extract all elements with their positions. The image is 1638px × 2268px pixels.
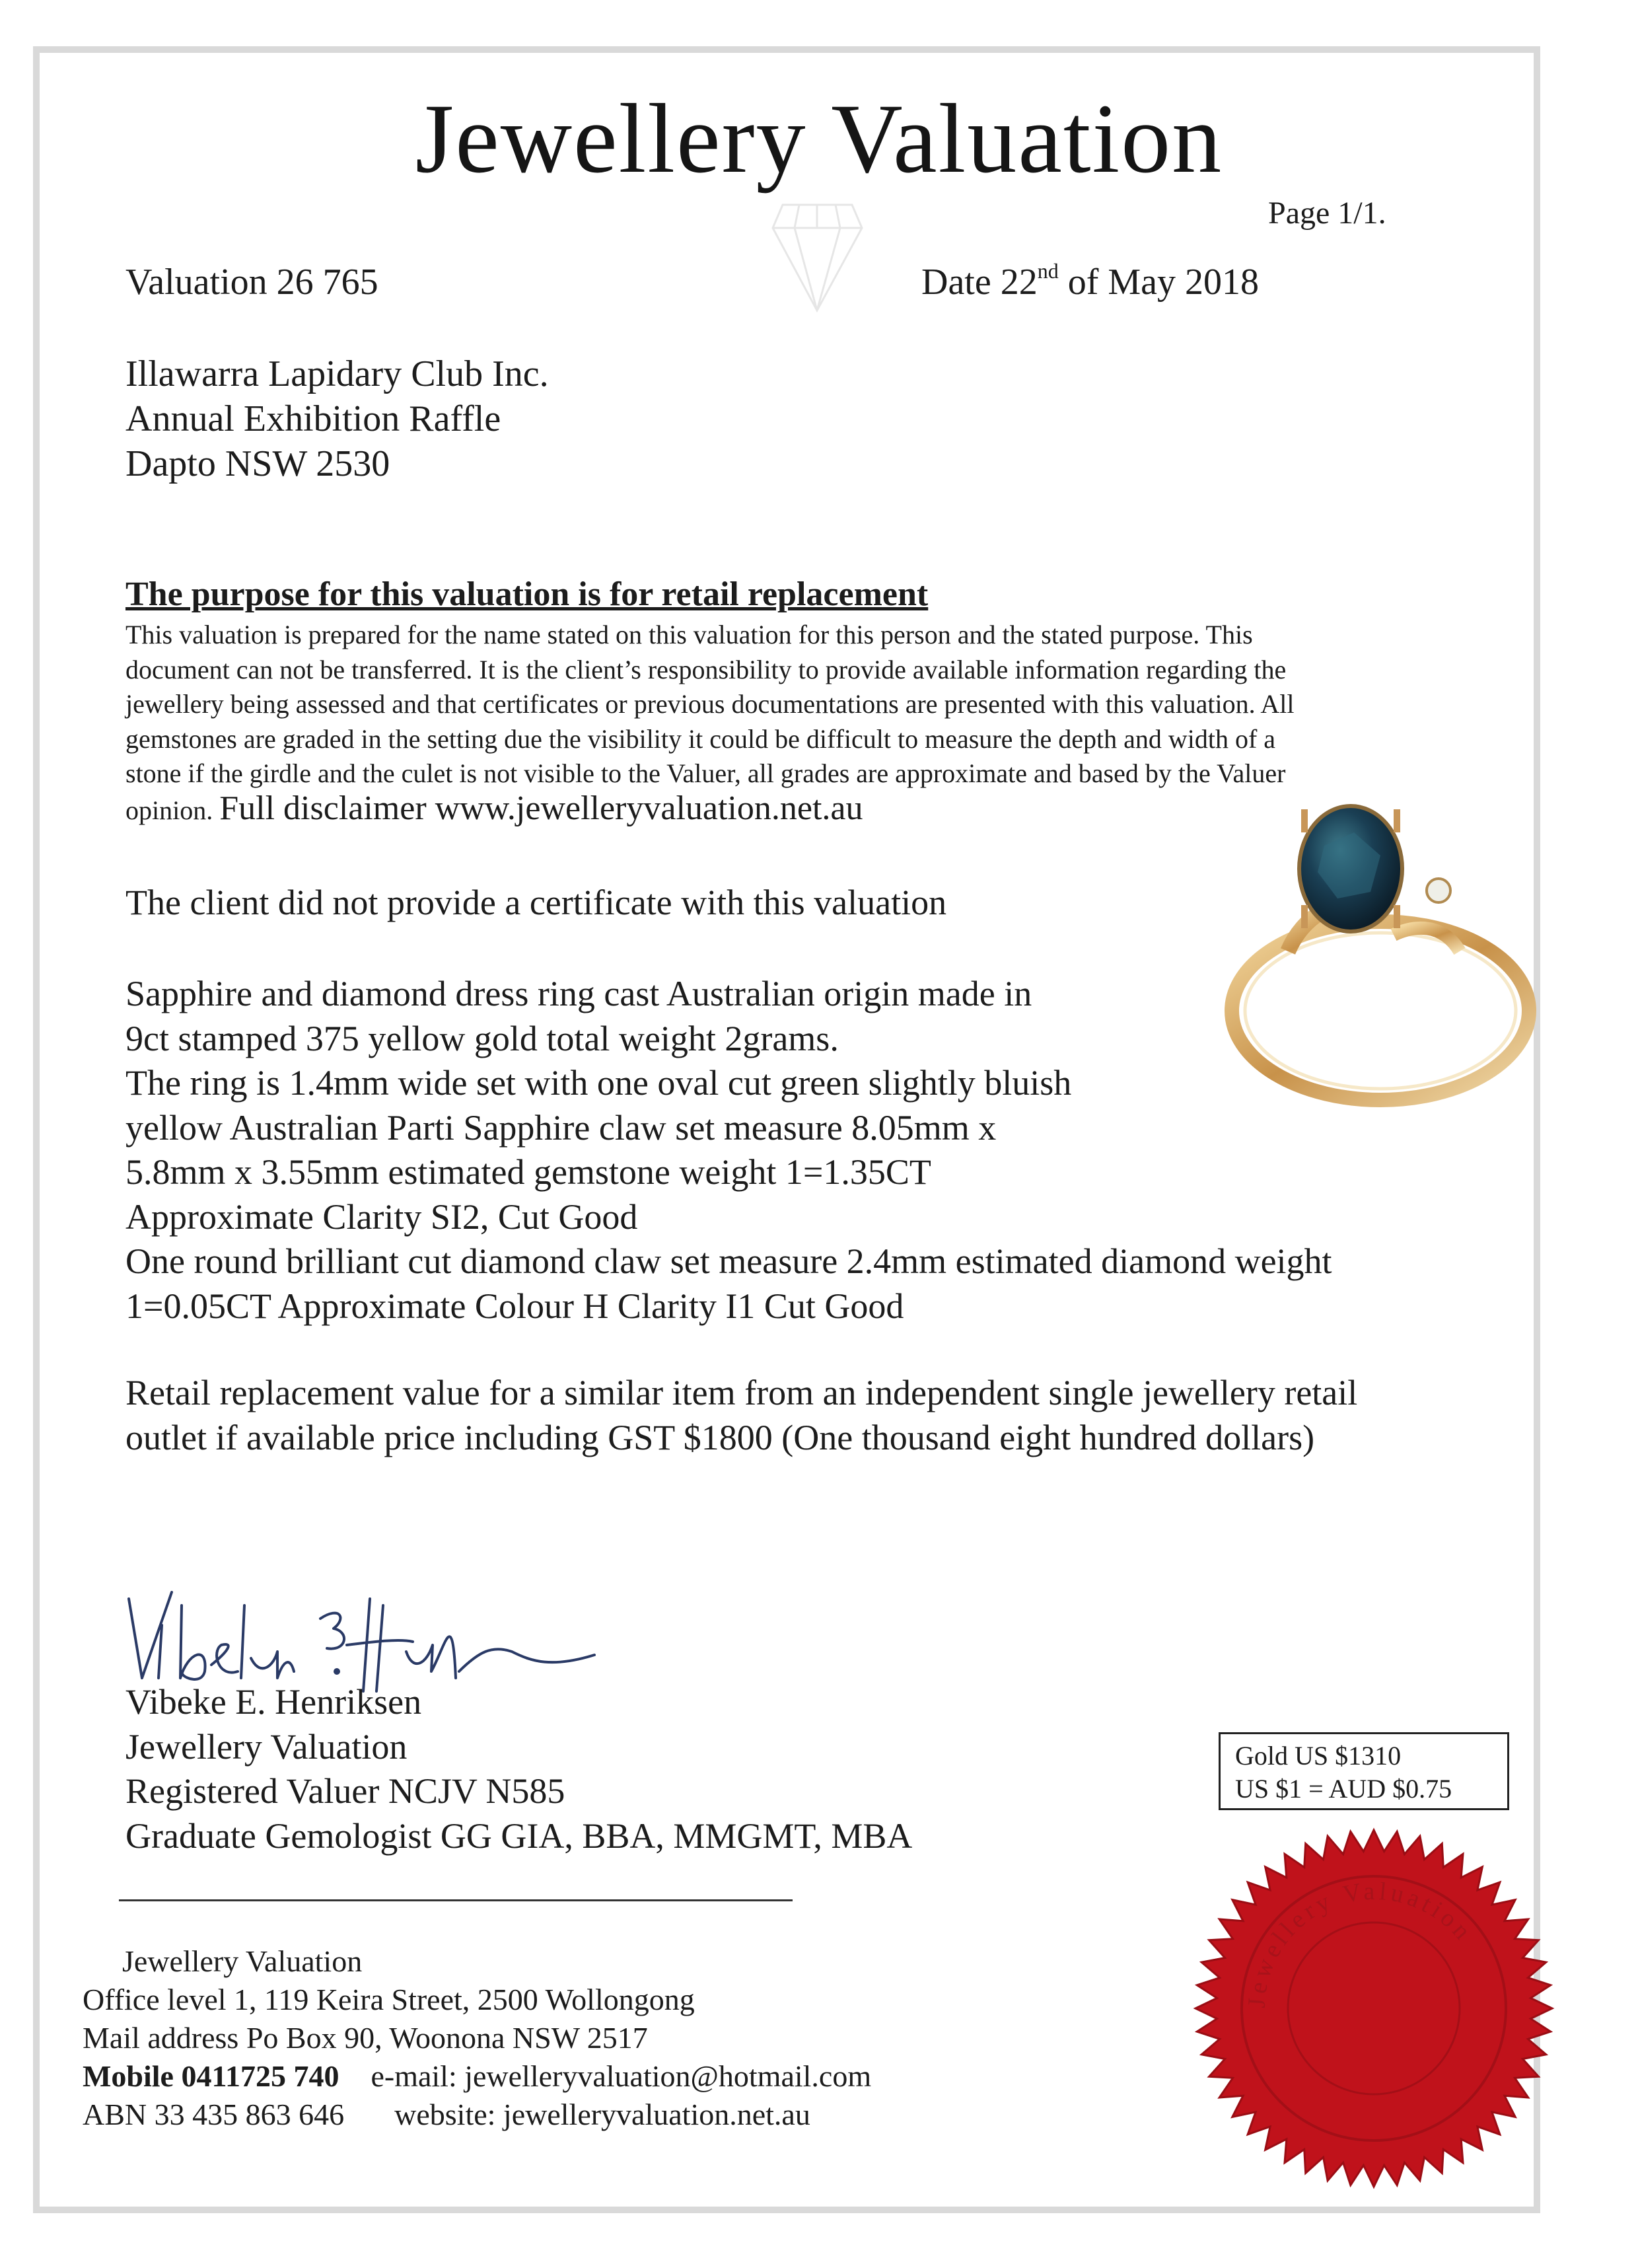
item-description bbox=[125, 972, 1332, 1329]
description-line: Approximate Clarity SI2, Cut Good bbox=[125, 1196, 638, 1237]
valuer-line: Registered Valuer NCJV N585 bbox=[125, 1771, 565, 1811]
wax-seal-icon bbox=[1189, 1823, 1559, 2193]
description-line: Sapphire and diamond dress ring cast Australian origin made in bbox=[125, 974, 1032, 1013]
disclaimer-line: opinion. Full disclaimer www.jewelleryvaluation.net.au bbox=[125, 789, 863, 827]
footer-mail: Mail address Po Box 90, Woonona NSW 2517 bbox=[83, 2021, 648, 2055]
footer-contact-row bbox=[83, 2057, 871, 2096]
disclaimer-line: This valuation is prepared for the name stated on this valuation for this person and the stated purpose. This bbox=[125, 620, 1253, 649]
description-line: One round brilliant cut diamond claw set measure 2.4mm estimated diamond weight bbox=[125, 1241, 1332, 1281]
gold-rate-box bbox=[1219, 1732, 1509, 1810]
disclaimer-line: stone if the girdle and the culet is not visible to the Valuer, all grades are approximate and based by the Valuer bbox=[125, 758, 1286, 788]
disclaimer-website: Full disclaimer www.jewelleryvaluation.net.au bbox=[219, 789, 863, 827]
disclaimer-line: jewellery being assessed and that certificates or previous documentations are presented with this valuation. All bbox=[125, 689, 1295, 719]
footer-contact bbox=[83, 1942, 871, 2134]
certificate-note: The client did not provide a certificate with this valuation bbox=[125, 883, 947, 922]
seal-text: Jewellery Valuation bbox=[1242, 1877, 1479, 2009]
description-line: 5.8mm x 3.55mm estimated gemstone weight 1=1.35CT bbox=[125, 1152, 931, 1192]
valuation-number: Valuation 26 765 bbox=[125, 262, 378, 303]
description-line: yellow Australian Parti Sapphire claw set measure 8.05mm x bbox=[125, 1107, 997, 1148]
client-address bbox=[125, 351, 549, 486]
disclaimer-line: document can not be transferred. It is the client’s responsibility to provide available information regarding the bbox=[125, 654, 1287, 684]
client-line: Illawarra Lapidary Club Inc. bbox=[125, 353, 549, 394]
description-line: The ring is 1.4mm wide set with one oval cut green slightly bluish bbox=[125, 1063, 1072, 1103]
diamond-watermark-icon bbox=[769, 198, 865, 314]
gold-price: Gold US $1310 bbox=[1235, 1741, 1402, 1771]
client-line: Dapto NSW 2530 bbox=[125, 443, 390, 484]
purpose-heading: The purpose for this valuation is for retail replacement bbox=[125, 575, 929, 613]
disclaimer-text bbox=[125, 618, 1294, 826]
client-line: Annual Exhibition Raffle bbox=[125, 398, 501, 439]
valuation-date: Date 22nd of May 2018 bbox=[921, 259, 1260, 303]
signature-rule bbox=[119, 1899, 793, 1901]
valuer-name: Vibeke E. Henriksen bbox=[125, 1682, 422, 1722]
description-line: 9ct stamped 375 yellow gold total weight 2grams. bbox=[125, 1018, 839, 1058]
valuer-line: Jewellery Valuation bbox=[125, 1726, 408, 1767]
footer-website: website: jewelleryvaluation.net.au bbox=[394, 2098, 810, 2131]
exchange-rate: US $1 = AUD $0.75 bbox=[1235, 1774, 1452, 1804]
description-line: 1=0.05CT Approximate Colour H Clarity I1 Cut Good bbox=[125, 1286, 904, 1326]
footer-mobile: Mobile 0411725 740 bbox=[83, 2059, 339, 2093]
footer-business: Jewellery Valuation bbox=[122, 1944, 363, 1978]
retail-value bbox=[125, 1371, 1357, 1460]
page-number: Page 1/1. bbox=[1268, 196, 1386, 231]
valuer-line: Graduate Gemologist GG GIA, BBA, MMGMT, MBA bbox=[125, 1815, 913, 1856]
footer-office: Office level 1, 119 Keira Street, 2500 Wollongong bbox=[83, 1983, 695, 2016]
footer-abn-row bbox=[83, 2096, 871, 2134]
document-title: Jewellery Valuation bbox=[415, 84, 1223, 194]
footer-email: e-mail: jewelleryvaluation@hotmail.com bbox=[371, 2059, 872, 2093]
disclaimer-line: gemstones are graded in the setting due the visibility it could be difficult to measure the depth and width of a bbox=[125, 723, 1276, 754]
footer-abn: ABN 33 435 863 646 bbox=[83, 2098, 345, 2131]
retail-line: Retail replacement value for a similar item from an independent single jewellery retail bbox=[125, 1373, 1358, 1412]
valuer-details bbox=[125, 1680, 912, 1858]
retail-line: outlet if available price including GST $1800 (One thousand eight hundred dollars) bbox=[125, 1417, 1315, 1457]
